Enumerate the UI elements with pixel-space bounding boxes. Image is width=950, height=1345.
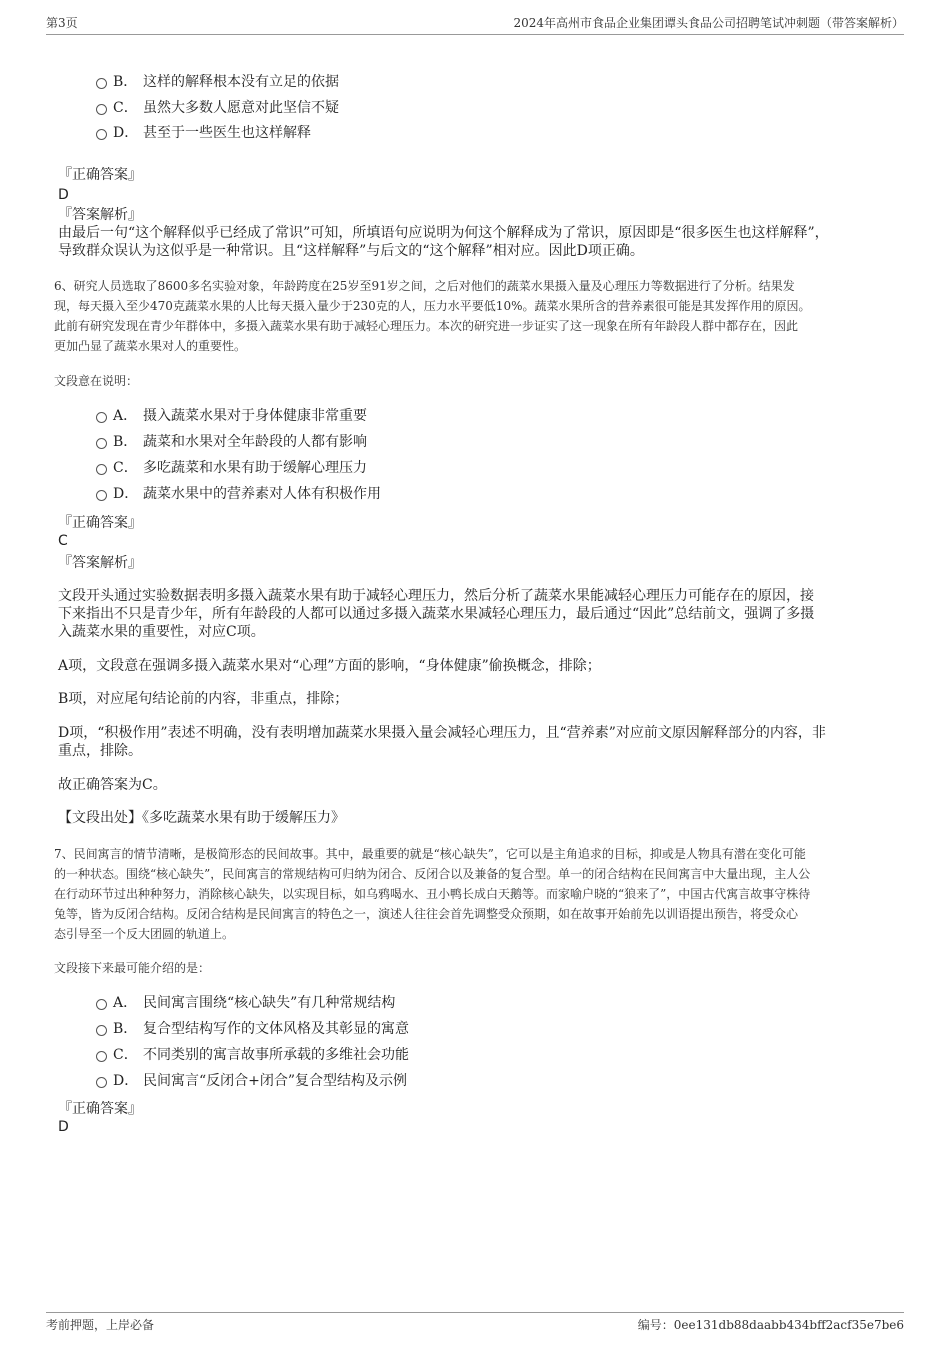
radio-icon[interactable] [96, 999, 107, 1010]
q5-answer-label: 『正确答案』 [58, 167, 142, 183]
q5-option-d[interactable]: D． 甚至于一些医生也这样解释 [96, 123, 311, 143]
radio-icon[interactable] [96, 1025, 107, 1036]
q6-analysis-line: 故正确答案为C。 [58, 777, 167, 793]
q6-option-c[interactable]: C． 多吃蔬菜和水果有助于缓解心理压力 [96, 458, 367, 478]
q7-prompt: 文段接下来最可能介绍的是： [54, 961, 211, 975]
q6-answer: C [58, 533, 68, 549]
q6-analysis-line: 入蔬菜水果的重要性，对应C项。 [58, 624, 265, 640]
q7-option-b[interactable]: B． 复合型结构写作的文体风格及其彰显的寓意 [96, 1019, 409, 1039]
q7-option-c[interactable]: C． 不同类别的寓言故事所承载的多维社会功能 [96, 1045, 409, 1065]
q5-analysis-line: 导致群众误认为这似乎是一种常识。且“这样解释”与后文的“这个解释”相对应。因此D项正确。 [58, 243, 644, 259]
q5-analysis-line: 由最后一句“这个解释似乎已经成了常识”可知，所填语句应说明为何这个解释成为了常识，原因即是“很多医生也这样解释”， [58, 225, 829, 241]
q6-analysis-label: 『答案解析』 [58, 555, 142, 571]
q6-option-a[interactable]: A． 摄入蔬菜水果对于身体健康非常重要 [96, 406, 367, 426]
q6-stem-line: 现，每天摄入至少470克蔬菜水果的人比每天摄入量少于230克的人，压力水平要低10%。蔬菜水果所含的营养素很可能是其发挥作用的原因。 [54, 299, 811, 313]
document-id: 编号：0ee131db88daabb434bff2acf35e7be6 [637, 1318, 904, 1332]
q6-prompt: 文段意在说明： [54, 374, 139, 388]
q7-answer-label: 『正确答案』 [58, 1101, 142, 1117]
q6-analysis-line: 下来指出不只是青少年，所有年龄段的人都可以通过多摄入蔬菜水果减轻心理压力，最后通过“因此”总结前文，强调了多摄 [58, 606, 815, 622]
radio-icon[interactable] [96, 464, 107, 475]
q7-option-a[interactable]: A． 民间寓言围绕“核心缺失”有几种常规结构 [96, 993, 395, 1013]
q7-stem-line: 兔等，皆为反闭合结构。反闭合结构是民间寓言的特色之一，演述人往往会首先调整受众预期，如在故事开始前先以训语提出预告，将受众心 [54, 907, 799, 921]
radio-icon[interactable] [96, 412, 107, 423]
page-footer [46, 1312, 904, 1335]
q5-analysis-label: 『答案解析』 [58, 207, 142, 223]
q5-option-b[interactable]: B． 这样的解释根本没有立足的依据 [96, 72, 339, 92]
page-header [46, 14, 904, 35]
q6-analysis-line: D项，“积极作用”表述不明确，没有表明增加蔬菜水果摄入量会减轻心理压力，且“营养素”对应前文原因解释部分的内容，非 [58, 725, 826, 741]
q6-analysis-line: A项，文段意在强调多摄入蔬菜水果对“心理”方面的影响，“身体健康”偷换概念，排除； [58, 658, 601, 674]
q5-answer: D [58, 187, 69, 203]
q7-stem-line: 的一种状态。围绕“核心缺失”，民间寓言的常规结构可归纳为闭合、反闭合以及兼备的复合型。单一的闭合结构在民间寓言中大量出现，主人公 [54, 867, 811, 881]
q6-stem-line: 6、研究人员选取了8600多名实验对象，年龄跨度在25岁至91岁之间，之后对他们的蔬菜水果摄入量及心理压力等数据进行了分析。结果发 [54, 279, 795, 293]
radio-icon[interactable] [96, 438, 107, 449]
q5-option-c[interactable]: C． 虽然大多数人愿意对此坚信不疑 [96, 98, 339, 118]
q6-source: 【文段出处】《多吃蔬菜水果有助于缓解压力》 [58, 810, 345, 826]
q6-answer-label: 『正确答案』 [58, 515, 142, 531]
q6-analysis-line: B项，对应尾句结论前的内容，非重点，排除； [58, 691, 349, 707]
q6-stem-line: 此前有研究发现在青少年群体中，多摄入蔬菜水果有助于减轻心理压力。本次的研究进一步证实了这一现象在所有年龄段人群中都存在，因此 [54, 319, 799, 333]
q6-analysis-line: 重点，排除。 [58, 743, 142, 759]
q6-option-d[interactable]: D． 蔬菜水果中的营养素对人体有积极作用 [96, 484, 381, 504]
q6-option-b[interactable]: B． 蔬菜和水果对全年龄段的人都有影响 [96, 432, 367, 452]
q7-option-d[interactable]: D． 民间寓言“反闭合+闭合”复合型结构及示例 [96, 1071, 407, 1091]
page-number: 第3页 [46, 16, 78, 30]
radio-icon[interactable] [96, 78, 107, 89]
q7-stem-line: 7、民间寓言的情节清晰，是极简形态的民间故事。其中，最重要的就是“核心缺失”，它可以是主角追求的目标，抑或是人物具有潜在变化可能 [54, 847, 806, 861]
q6-analysis-line: 文段开头通过实验数据表明多摄入蔬菜水果有助于减轻心理压力，然后分析了蔬菜水果能减轻心理压力可能存在的原因，接 [58, 588, 814, 604]
radio-icon[interactable] [96, 104, 107, 115]
radio-icon[interactable] [96, 490, 107, 501]
document-title: 2024年高州市食品企业集团谭头食品公司招聘笔试冲刺题（带答案解析） [513, 16, 904, 30]
radio-icon[interactable] [96, 129, 107, 140]
radio-icon[interactable] [96, 1051, 107, 1062]
q7-answer: D [58, 1119, 69, 1135]
footer-slogan: 考前押题，上岸必备 [46, 1318, 155, 1332]
q6-stem-line: 更加凸显了蔬菜水果对人的重要性。 [54, 339, 247, 353]
q7-stem-line: 在行动环节过出种种努力，消除核心缺失，以实现目标，如乌鸦喝水、丑小鸭长成白天鹅等。而家喻户晓的“狼来了”，中国古代寓言故事守株待 [54, 887, 811, 901]
q7-stem-line: 态引导至一个反大团圆的轨道上。 [54, 927, 235, 941]
radio-icon[interactable] [96, 1077, 107, 1088]
